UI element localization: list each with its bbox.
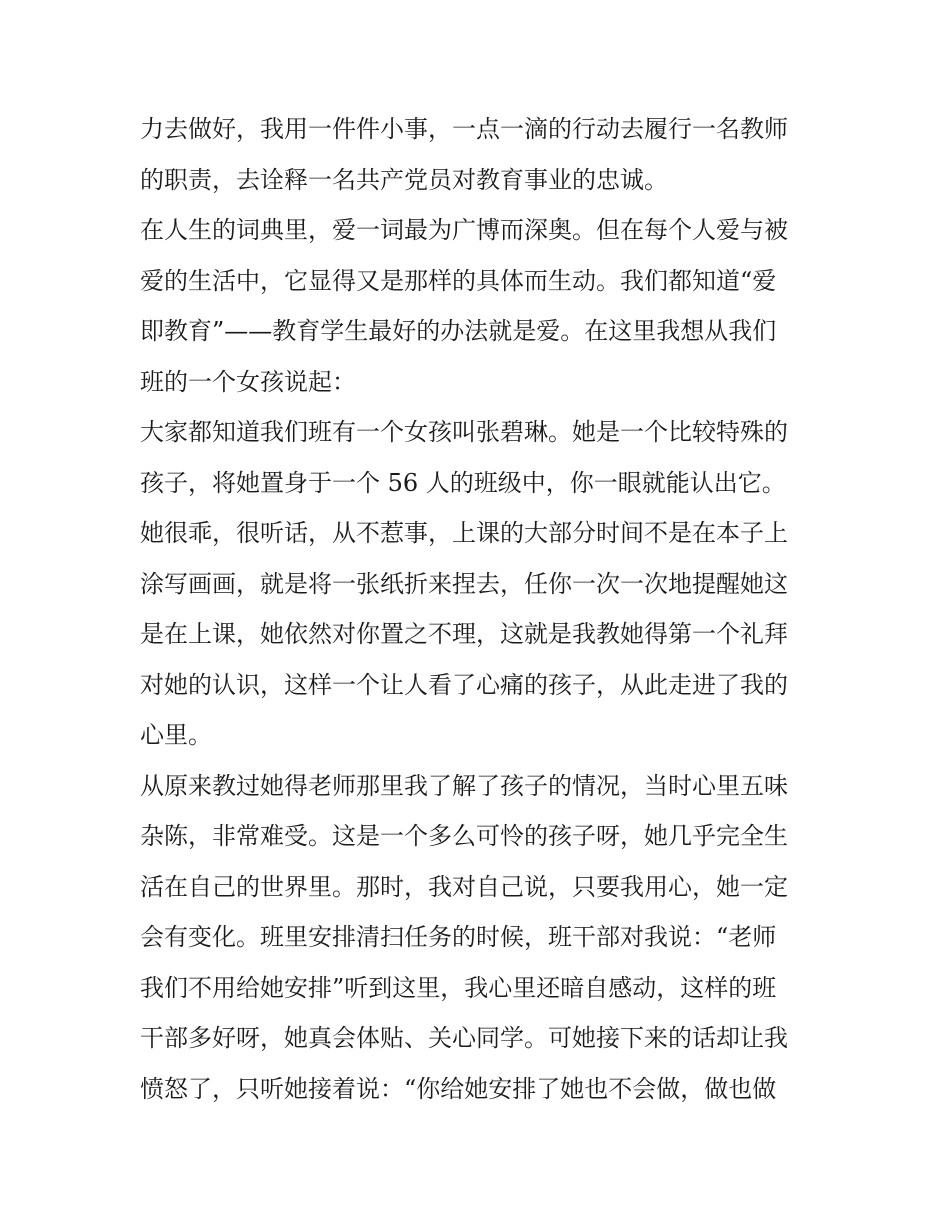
text-line: 大家都知道我们班有一个女孩叫张碧琳。她是一个比较特殊的 [140,418,788,446]
text-line: 杂陈，非常难受。这是一个多么可怜的孩子呀，她几乎完全生 [140,822,788,850]
text-line: 活在自己的世界里。那时，我对自己说，只要我用心，她一定 [140,872,788,901]
text-line: 心里。 [140,721,212,749]
text-line: 孩子，将她置身于一个 56 人的班级中，你一眼就能认出它。 [140,468,786,497]
text-line: 力去做好，我用一件件小事，一点一滴的行动去履行一名教师 [140,115,788,143]
text-line: 我们不用给她安排”听到这里，我心里还暗自感动，这样的班 [140,973,777,1002]
body-text [140,104,820,1114]
text-line: 爱的生活中，它显得又是那样的具体而生动。我们都知道“爱 [140,266,777,295]
text-line: 会有变化。班里安排清扫任务的时候，班干部对我说：“老师 [140,923,777,951]
text-line: 从原来教过她得老师那里我了解了孩子的情况，当时心里五味 [140,771,788,800]
text-line: 即教育”——教育学生最好的办法就是爱。在这里我想从我们 [140,317,777,345]
text-line: 涂写画画，就是将一张纸折来捏去，任你一次一次地提醒她这 [140,569,788,598]
text-line: 是在上课，她依然对你置之不理，这就是我教她得第一个礼拜 [140,620,788,648]
text-line: 她很乖，很听话，从不惹事，上课的大部分时间不是在本子上 [140,519,788,547]
text-line: 班的一个女孩说起： [140,367,356,396]
text-line: 在人生的词典里，爱一词最为广博而深奥。但在每个人爱与被 [140,216,788,244]
text-line: 对她的认识，这样一个让人看了心痛的孩子，从此走进了我的 [140,670,788,699]
text-line: 干部多好呀，她真会体贴、关心同学。可她接下来的话却让我 [140,1024,788,1052]
text-line: 愤怒了，只听她接着说：“你给她安排了她也不会做，做也做 [140,1074,777,1103]
text-line: 的职责，去诠释一名共产党员对教育事业的忠诚。 [140,165,668,194]
